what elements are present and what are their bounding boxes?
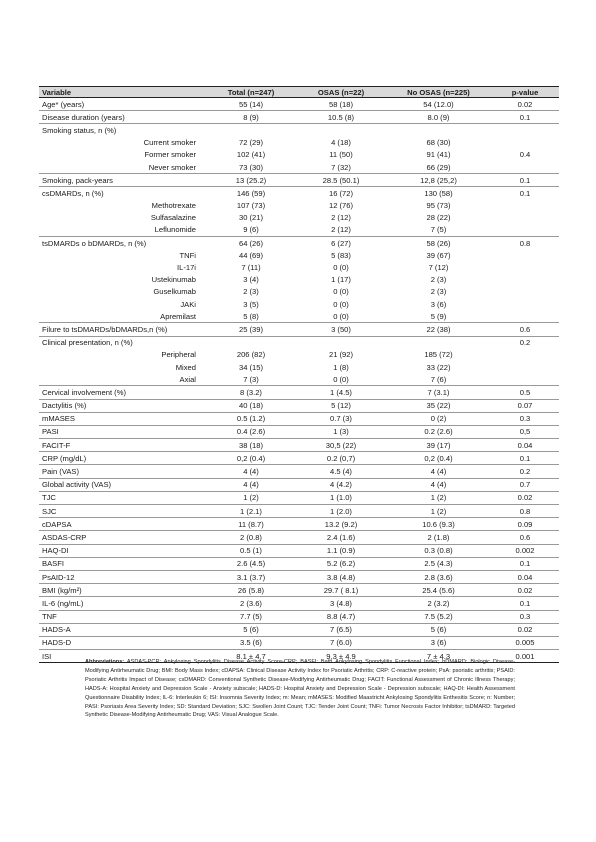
no-osas-cell: 5 (6) (386, 623, 491, 636)
variable-cell: Global activity (VAS) (39, 478, 206, 491)
no-osas-cell: 2.5 (4.3) (386, 557, 491, 570)
total-cell: 4 (4) (206, 478, 296, 491)
table-row (39, 274, 559, 286)
no-osas-cell: 0.2 (2.6) (386, 425, 491, 438)
p-value-cell: 0.02 (517, 99, 533, 109)
osas-cell: 0 (0) (333, 299, 349, 309)
total-cell: 102 (41) (236, 150, 266, 160)
osas-cell: 4 (18) (331, 138, 351, 148)
no-osas-cell: 54 (12.0) (423, 99, 454, 109)
osas-cell: 7 (6.5) (296, 623, 386, 636)
osas-cell: 9,3 ± 4.9 (296, 650, 386, 663)
p-value-cell: 0.1 (491, 452, 559, 465)
table-row (39, 597, 559, 610)
variable-cell: PASI (39, 425, 206, 438)
table-row (39, 336, 559, 349)
table-row (39, 636, 559, 649)
no-osas-cell: 0,2 (0.4) (386, 452, 491, 465)
osas-cell: 5 (83) (331, 250, 351, 260)
variable-cell: csDMARDs, n (%) (39, 187, 206, 200)
variable-cell: tsDMARDs o bDMARDs, n (%) (39, 237, 206, 250)
no-osas-cell: 2 (1.8) (386, 531, 491, 544)
total-cell: 11 (8.7) (206, 518, 296, 531)
abbreviations-note (85, 658, 515, 720)
variable-cell: Smoking, pack-years (39, 174, 206, 187)
p-value-cell: 0.6 (491, 531, 559, 544)
no-osas-cell: 130 (58) (386, 187, 491, 200)
p-value-cell: 0.8 (491, 505, 559, 518)
characteristics-table (39, 86, 559, 663)
p-value-cell: 0.2 (491, 465, 559, 478)
table-row (39, 98, 559, 111)
variable-cell: Filure to tsDMARDs/bDMARDs,n (%) (39, 323, 206, 336)
p-value-cell (491, 373, 559, 386)
variable-cell: HAQ-DI (39, 544, 206, 557)
total-cell: 30 (21) (238, 213, 264, 223)
no-osas-cell: 58 (26) (386, 237, 491, 250)
variable-cell: Sulfasalazine (150, 213, 196, 223)
osas-cell: 16 (72) (296, 187, 386, 200)
osas-cell: 1.1 (0.9) (296, 544, 386, 557)
variable-cell: Apremilast (160, 311, 196, 321)
header-row (39, 87, 559, 98)
no-osas-cell: 3 (6) (386, 636, 491, 649)
total-cell: 1 (2.1) (206, 505, 296, 518)
no-osas-cell: 35 (22) (386, 399, 491, 412)
p-value-cell: 0.1 (491, 111, 559, 124)
table-row (39, 124, 559, 137)
table-row (39, 557, 559, 570)
table-header (39, 87, 559, 98)
table-row (39, 373, 559, 386)
variable-cell: IL-17i (177, 263, 196, 273)
p-value-cell: 0.8 (491, 237, 559, 250)
total-cell: 7 (11) (241, 263, 261, 273)
data-table (39, 86, 559, 663)
osas-cell: 13.2 (9.2) (296, 518, 386, 531)
p-value-cell: 0.1 (491, 187, 559, 200)
variable-cell: Axial (179, 374, 196, 384)
osas-cell: 1 (4.5) (296, 386, 386, 399)
total-cell: 26 (5.8) (206, 584, 296, 597)
variable-cell: Peripheral (161, 350, 196, 360)
p-value-cell (491, 200, 559, 212)
no-osas-cell: 3 (6) (430, 299, 447, 309)
osas-cell: 0 (0) (333, 287, 349, 297)
no-osas-cell (386, 336, 491, 349)
osas-cell: 11 (50) (329, 150, 353, 160)
no-osas-cell: 2.8 (3.6) (386, 570, 491, 583)
total-cell: 2 (3.6) (206, 597, 296, 610)
total-cell: 40 (18) (206, 399, 296, 412)
total-cell: 107 (73) (236, 201, 266, 211)
osas-cell: 10.5 (8) (296, 111, 386, 124)
no-osas-cell: 2 (3.2) (386, 597, 491, 610)
variable-cell: TNFi (179, 250, 196, 260)
table-body (39, 98, 559, 663)
table-row (39, 286, 559, 298)
table-row (39, 187, 559, 200)
no-osas-cell: 2 (3) (430, 287, 447, 297)
table-row (39, 310, 559, 323)
p-value-cell (491, 286, 559, 298)
total-cell: 9 (6) (243, 225, 259, 235)
no-osas-cell: 5 (9) (430, 311, 447, 321)
p-value-cell: 0.5 (491, 386, 559, 399)
no-osas-cell: 25.4 (5.6) (386, 584, 491, 597)
no-osas-cell: 39 (67) (426, 250, 451, 260)
p-value-cell: 0.005 (491, 636, 559, 649)
table-row (39, 412, 559, 425)
no-osas-cell: 39 (17) (386, 439, 491, 452)
variable-cell: FACIT-F (39, 439, 206, 452)
osas-cell: 21 (92) (328, 350, 354, 360)
osas-cell: 29.7 ( 8.1) (296, 584, 386, 597)
variable-cell: Smoking status, n (%) (39, 124, 206, 137)
p-value-cell: 0.2 (491, 336, 559, 349)
p-value-cell: 0.7 (491, 478, 559, 491)
total-cell: 5 (8) (243, 311, 259, 321)
variable-cell: Disease duration (years) (39, 111, 206, 124)
table-row (39, 298, 559, 310)
no-osas-cell: 7.5 (5.2) (386, 610, 491, 623)
osas-cell: 12 (76) (328, 201, 354, 211)
variable-cell: Current smoker (143, 138, 196, 148)
p-value-cell (491, 249, 559, 261)
p-value-cell: 0.1 (491, 597, 559, 610)
no-osas-cell: 7 (6) (430, 374, 447, 384)
p-value-cell (491, 310, 559, 323)
variable-cell: ISI (39, 650, 206, 663)
osas-cell: 3 (4.8) (296, 597, 386, 610)
total-cell: 3 (4) (243, 275, 259, 285)
total-cell: 2 (3) (243, 287, 259, 297)
header-total: Total (n=247) (206, 87, 296, 98)
variable-cell: TNF (39, 610, 206, 623)
no-osas-cell: 0.3 (0.8) (386, 544, 491, 557)
osas-cell (296, 124, 386, 137)
variable-cell: Former smoker (144, 150, 196, 160)
variable-cell: Cervical involvement (%) (39, 386, 206, 399)
total-cell: 0,2 (0.4) (206, 452, 296, 465)
variable-cell: Never smoker (148, 162, 196, 172)
no-osas-cell: 7 (3.1) (386, 386, 491, 399)
osas-cell: 1 (3) (296, 425, 386, 438)
table-row (39, 439, 559, 452)
p-value-cell: 0.1 (491, 174, 559, 187)
no-osas-cell: 7 (5) (430, 225, 447, 235)
total-cell: 7 (3) (243, 374, 259, 384)
p-value-cell (491, 212, 559, 224)
variable-cell: Clinical presentation, n (%) (39, 336, 206, 349)
osas-cell: 1 (17) (331, 275, 351, 285)
osas-cell: 58 (18) (328, 99, 354, 109)
p-value-cell (491, 161, 559, 174)
osas-cell: 0.2 (0,7) (296, 452, 386, 465)
total-cell: 1 (2) (206, 491, 296, 504)
total-cell (206, 124, 296, 137)
p-value-cell: 0.002 (491, 544, 559, 557)
variable-cell: CRP (mg/dL) (39, 452, 206, 465)
osas-cell: 8.8 (4.7) (296, 610, 386, 623)
header-p-value: p-value (491, 87, 559, 98)
no-osas-cell: 95 (73) (426, 201, 451, 211)
osas-cell: 28.5 (50.1) (296, 174, 386, 187)
osas-cell: 7 (6.0) (296, 636, 386, 649)
p-value-cell: 0.1 (491, 557, 559, 570)
table-row (39, 399, 559, 412)
no-osas-cell: 7 ± 4.3 (386, 650, 491, 663)
total-cell: 64 (26) (206, 237, 296, 250)
table-row (39, 323, 559, 336)
osas-cell: 0 (0) (333, 311, 349, 321)
total-cell: 5 (6) (206, 623, 296, 636)
osas-cell: 4.5 (4) (296, 465, 386, 478)
p-value-cell: 0.02 (491, 584, 559, 597)
total-cell: 13 (25.2) (206, 174, 296, 187)
variable-cell: Age* (years) (42, 99, 85, 109)
variable-cell: Ustekinumab (151, 275, 196, 285)
no-osas-cell: 68 (30) (426, 138, 451, 148)
table-row (39, 212, 559, 224)
table-row (39, 544, 559, 557)
p-value-cell (491, 261, 559, 273)
table-row (39, 491, 559, 504)
total-cell: 3.5 (6) (206, 636, 296, 649)
total-cell: 44 (69) (238, 250, 264, 260)
p-value-cell: 0.02 (491, 491, 559, 504)
no-osas-cell: 28 (22) (426, 213, 451, 223)
no-osas-cell: 4 (4) (386, 478, 491, 491)
variable-cell: Dactylitis (%) (39, 399, 206, 412)
no-osas-cell: 7 (12) (428, 263, 449, 273)
p-value-cell: 0.3 (491, 412, 559, 425)
no-osas-cell: 0 (2) (386, 412, 491, 425)
p-value-cell: 0.04 (491, 439, 559, 452)
osas-cell: 1 (2.0) (296, 505, 386, 518)
total-cell: 146 (59) (206, 187, 296, 200)
osas-cell: 4 (4.2) (296, 478, 386, 491)
variable-cell: Leflunomide (154, 225, 196, 235)
variable-cell: Mixed (175, 362, 196, 372)
variable-cell: SJC (39, 505, 206, 518)
no-osas-cell: 22 (38) (386, 323, 491, 336)
table-row (39, 361, 559, 373)
total-cell: 3.1 (3.7) (206, 570, 296, 583)
total-cell: 3 (5) (243, 299, 259, 309)
table-row (39, 610, 559, 623)
osas-cell: 0.7 (3) (296, 412, 386, 425)
total-cell: 34 (15) (238, 362, 264, 372)
p-value-cell (491, 124, 559, 137)
variable-cell: IL-6 (ng/mL) (39, 597, 206, 610)
table-row (39, 518, 559, 531)
table-row (39, 465, 559, 478)
p-value-cell (491, 274, 559, 286)
osas-cell: 2.4 (1.6) (296, 531, 386, 544)
variable-cell: HADS-D (39, 636, 206, 649)
table-row (39, 237, 559, 250)
p-value-cell: 0.001 (491, 650, 559, 663)
variable-cell: Guselkumab (153, 287, 196, 297)
osas-cell: 0 (0) (333, 374, 349, 384)
p-value-cell (491, 224, 559, 237)
p-value-cell: 0.04 (491, 570, 559, 583)
table-row (39, 584, 559, 597)
osas-cell: 2 (12) (331, 225, 351, 235)
total-cell: 55 (14) (238, 99, 264, 109)
table-row (39, 149, 559, 161)
abbreviations-text: ASDAS-PCR: Ankylosing Spondylitis Disease Activity Score-CRP; BASFI: Bath Ankylosing Spondylitis Functional Index; bDMARD: Biologic Disease-Modifying Antirheumatic Drug; BMI: Body Mass Index; cDAPSA: Clinical Disease Activity Index for Psoriatic Arthritis; CRP: C-reactive protein; PsA: psoriatic arthritis; PSAID: Psoriatic Arthritis Impact of Disease; csDMARD: Conventional Synthetic Disease-Modifying Antirheumatic Drug; FACIT: Functional Assessment of Chronic Illness Therapy; HADS-A: Hospital Anxiety and Depression Scale - Anxiety subscale; HADS-D: Hospital Anxiety and Depression Scale - Depression subscale; HAQ-DI: Health Assessment Questionnaire Disability Index; IL-6: Interleukin 6; ISI: Insomnia Severity Index; m: Mean; mMASES: Modified Maastricht Ankylosing Spondylitis Enthesitis Score; n: Number; PASI: Psoriasis Area Severity Index; SD: Standard Deviation; SJC: Swollen Joint Count; TJC: Tender Joint Count; TNFi: Tumor Necrosis Factor Inhibitor; tsDMARD: Targeted Synthetic Disease-Modifying Antirheumatic Drug; VAS: Visual Analogue Scale. (85, 659, 515, 719)
table-row (39, 623, 559, 636)
total-cell: 2 (0.8) (206, 531, 296, 544)
total-cell: 8 (9) (206, 111, 296, 124)
table-row (39, 452, 559, 465)
osas-cell: 3.8 (4.8) (296, 570, 386, 583)
table-row (39, 425, 559, 438)
variable-cell: PsAID-12 (39, 570, 206, 583)
p-value-cell: 0.3 (491, 610, 559, 623)
abbreviations-heading: Abbreviations: (85, 659, 125, 665)
variable-cell: BASFI (39, 557, 206, 570)
osas-cell: 3 (50) (296, 323, 386, 336)
header-variable: Variable (39, 87, 206, 98)
table-row (39, 249, 559, 261)
p-value-cell (491, 298, 559, 310)
header-no-osas: No OSAS (n=225) (386, 87, 491, 98)
no-osas-cell: 185 (72) (424, 350, 453, 360)
table-row (39, 111, 559, 124)
variable-cell: mMASES (39, 412, 206, 425)
no-osas-cell: 8.0 (9) (386, 111, 491, 124)
osas-cell: 6 (27) (296, 237, 386, 250)
header-osas: OSAS (n=22) (296, 87, 386, 98)
total-cell: 8 (3.2) (206, 386, 296, 399)
variable-cell: HADS-A (39, 623, 206, 636)
table-row (39, 531, 559, 544)
p-value-cell: 0.6 (491, 323, 559, 336)
total-cell: 0.4 (2.6) (206, 425, 296, 438)
p-value-cell: 0.09 (491, 518, 559, 531)
total-cell: 73 (30) (238, 162, 264, 172)
total-cell: 25 (39) (206, 323, 296, 336)
no-osas-cell: 33 (22) (426, 362, 451, 372)
total-cell: 8.1 ± 4.7 (206, 650, 296, 663)
osas-cell: 2 (12) (331, 213, 351, 223)
variable-cell: JAKi (180, 299, 196, 309)
table-row (39, 174, 559, 187)
table-row (39, 261, 559, 273)
total-cell (206, 336, 296, 349)
variable-cell: BMI (kg/m²) (39, 584, 206, 597)
table-row (39, 570, 559, 583)
p-value-cell: 0.02 (491, 623, 559, 636)
no-osas-cell: 66 (29) (426, 162, 451, 172)
variable-cell: cDAPSA (39, 518, 206, 531)
total-cell: 72 (29) (238, 138, 264, 148)
variable-cell: Pain (VAS) (39, 465, 206, 478)
no-osas-cell: 12,8 (25,2) (386, 174, 491, 187)
p-value-cell (491, 137, 559, 149)
total-cell: 0.5 (1.2) (206, 412, 296, 425)
osas-cell (296, 336, 386, 349)
total-cell: 206 (82) (236, 350, 266, 360)
table-row (39, 478, 559, 491)
p-value-cell: 0.4 (519, 150, 531, 160)
variable-cell: ASDAS-CRP (39, 531, 206, 544)
osas-cell: 7 (32) (331, 162, 351, 172)
p-value-cell (491, 361, 559, 373)
table-row (39, 224, 559, 237)
osas-cell: 30,5 (22) (296, 439, 386, 452)
total-cell: 7.7 (5) (206, 610, 296, 623)
table-row (39, 200, 559, 212)
p-value-cell: 0,5 (491, 425, 559, 438)
total-cell: 4 (4) (206, 465, 296, 478)
total-cell: 2.6 (4.5) (206, 557, 296, 570)
osas-cell: 1 (8) (333, 362, 349, 372)
no-osas-cell: 1 (2) (386, 491, 491, 504)
no-osas-cell: 4 (4) (386, 465, 491, 478)
table-row (39, 386, 559, 399)
table-row (39, 161, 559, 174)
osas-cell: 5.2 (6.2) (296, 557, 386, 570)
no-osas-cell: 91 (41) (426, 150, 451, 160)
osas-cell: 0 (0) (333, 263, 349, 273)
no-osas-cell (386, 124, 491, 137)
table-row (39, 137, 559, 149)
variable-cell: TJC (39, 491, 206, 504)
total-cell: 0.5 (1) (206, 544, 296, 557)
no-osas-cell: 1 (2) (386, 505, 491, 518)
total-cell: 38 (18) (206, 439, 296, 452)
table-row (39, 349, 559, 361)
osas-cell: 1 (1.0) (296, 491, 386, 504)
variable-cell: Methotrexate (151, 201, 196, 211)
no-osas-cell: 2 (3) (430, 275, 447, 285)
p-value-cell: 0.07 (491, 399, 559, 412)
p-value-cell (491, 349, 559, 361)
table-row (39, 505, 559, 518)
no-osas-cell: 10.6 (9.3) (386, 518, 491, 531)
osas-cell: 5 (12) (296, 399, 386, 412)
